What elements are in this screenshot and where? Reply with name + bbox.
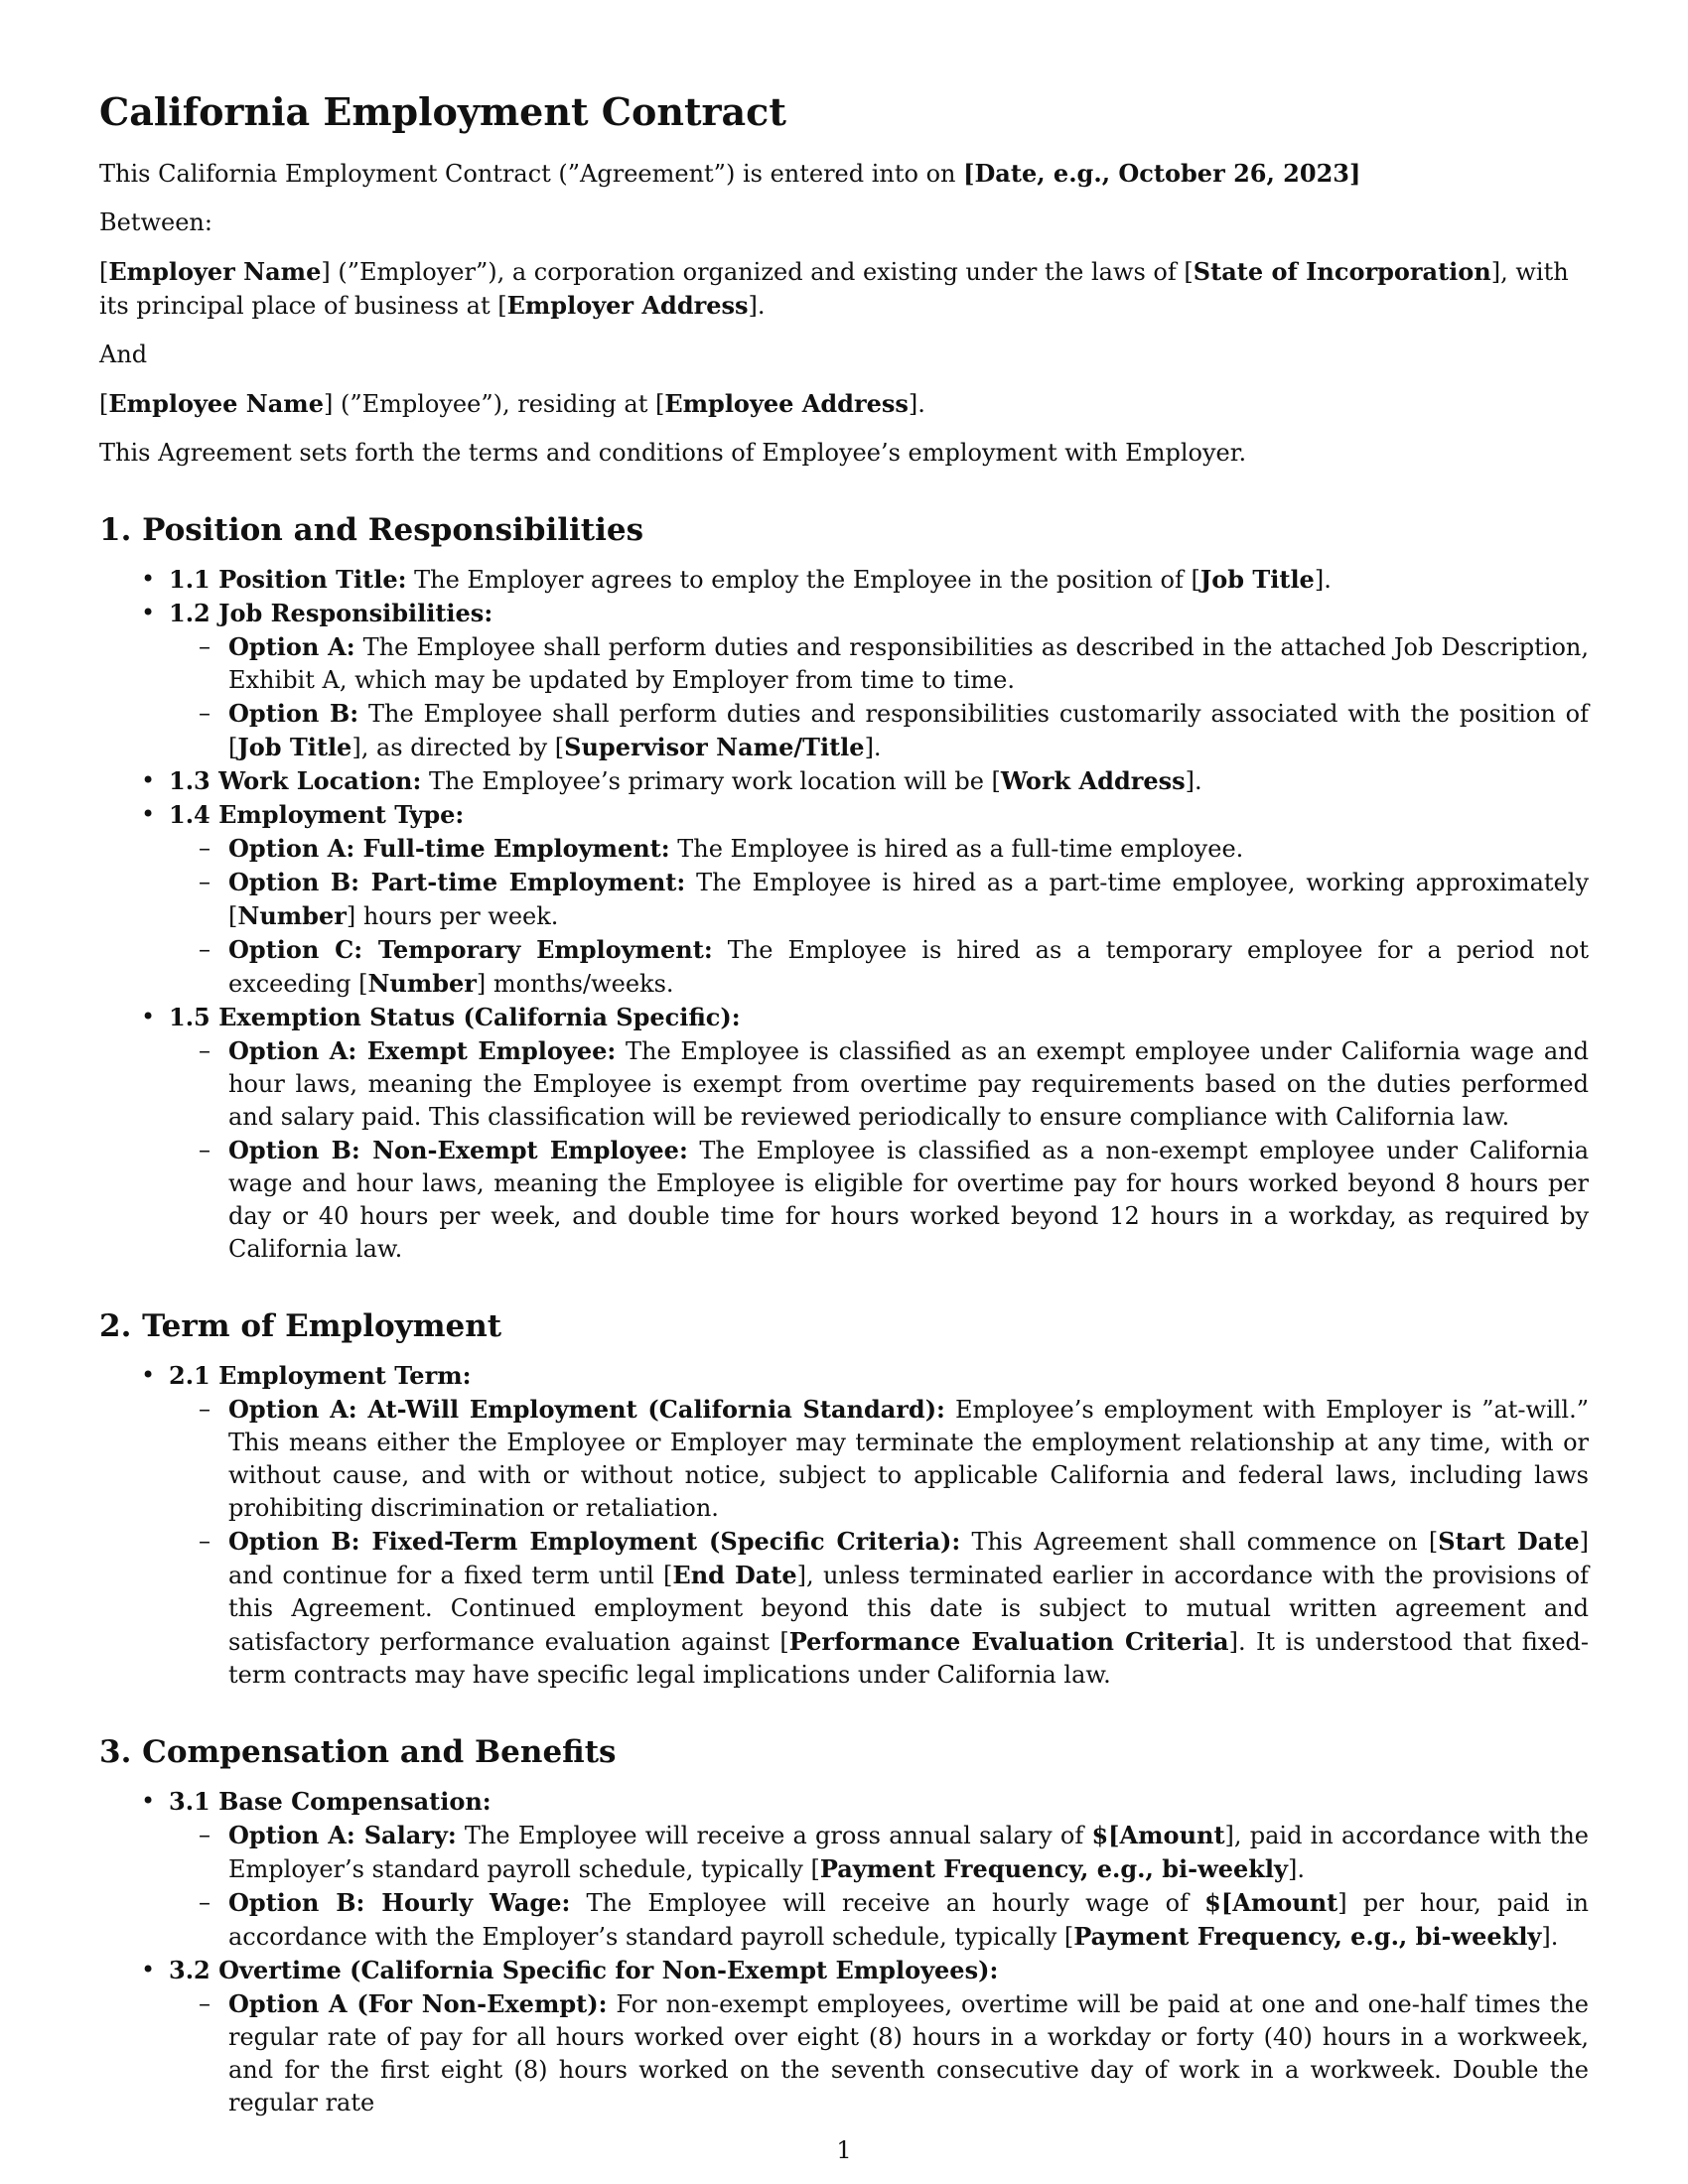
option-item (228, 1886, 1589, 1954)
list-item (169, 597, 1589, 764)
option-text: ], unless terminated earlier in accordance with the provisions of this Agreement. Continued employment beyond this date is subject to mutual written agreement and satisfactory performance evaluation against [ (228, 1562, 1590, 1656)
option-text: ]. (864, 734, 882, 761)
option-text: The Employee is classified as an exempt employee under California wage and hour laws, meaning the Employee is exempt from overtime pay requirements based on the duties performed and salary paid. This classification will be reviewed periodically to ensure compliance with California law. (228, 1037, 1589, 1131)
option-label: Option A: Exempt Employee: (228, 1036, 617, 1065)
item-label: 1.4 Employment Type: (169, 800, 465, 829)
option-label: Option B: (228, 699, 359, 728)
bracket: [ (654, 390, 665, 418)
option-item (228, 1034, 1589, 1134)
option-item (228, 933, 1589, 1001)
employer-text: , with its principal place of business at (99, 258, 1569, 320)
placeholder: $[Amount (1091, 1821, 1225, 1849)
section-3-list (99, 1785, 1589, 2119)
option-label: Option A: (228, 632, 355, 661)
option-label: Option A: Full-time Employment: (228, 834, 670, 863)
item-text: The Employee’s primary work location will be [ (421, 767, 1001, 795)
options-list (169, 1987, 1589, 2119)
option-label: Option B: Part-time Employment: (228, 868, 686, 896)
options-list (169, 1819, 1589, 1954)
option-text: ], paid in accordance with the Employer’s standard payroll schedule, typically [ (228, 1822, 1589, 1883)
placeholder: Number (237, 901, 347, 930)
option-item (228, 697, 1589, 764)
placeholder: Job Title (1199, 565, 1315, 594)
item-label: 3.1 Base Compensation: (169, 1787, 492, 1816)
placeholder: $[Amount (1204, 1888, 1338, 1917)
option-text: The Employee is classified as a non-exempt employee under California wage and hour laws, meaning the Employee is eligible for overtime pay for hours worked beyond 8 hours per day or 40 hours per week, and double time for hours worked beyond 12 hours in a workday, as required by California law. (228, 1137, 1590, 1263)
option-text: For non-exempt employees, overtime will be paid at one and one-half times the regular rate of pay for all hours worked over eight (8) hours in a workday or forty (40) hours in a workweek, and for the first eight (8) hours worked on the seventh consecutive day of work in a workweek. Double the regular rate (228, 1990, 1589, 2116)
employee-address-placeholder: Employee Address (664, 389, 909, 418)
options-list (169, 1034, 1589, 1266)
list-item (169, 563, 1589, 597)
bracket: ] (1490, 258, 1501, 286)
section-heading-position: 1. Position and Responsibilities (99, 512, 644, 548)
item-text: ]. (1185, 767, 1202, 795)
option-label: Option B: Non-Exempt Employee: (228, 1136, 688, 1164)
list-item (169, 1001, 1589, 1266)
employer-text: (”Employer”), a corporation organized and existing under the laws of (330, 258, 1185, 286)
employee-name-placeholder: Employee Name (108, 389, 324, 418)
option-text: ]. (1541, 1923, 1559, 1951)
list-item (169, 1359, 1589, 1692)
document-title: California Employment Contract (99, 89, 786, 134)
employee-paragraph (99, 387, 1589, 421)
employer-address-placeholder: Employer Address (506, 291, 749, 320)
item-text: The Employer agrees to employ the Employee in the position of [ (406, 566, 1200, 594)
option-item (228, 1987, 1589, 2119)
option-item (228, 1525, 1589, 1692)
intro-text: This California Employment Contract (”Agreement”) is entered into on (99, 160, 964, 188)
option-text: The Employee shall perform duties and responsibilities as described in the attached Job Description, Exhibit A, which may be updated by Employer from time to time. (228, 633, 1589, 694)
placeholder: End Date (672, 1561, 797, 1589)
bracket: [ (497, 292, 507, 320)
item-label: 1.3 Work Location: (169, 766, 422, 795)
item-label: 2.1 Employment Term: (169, 1361, 472, 1390)
placeholder: Job Title (237, 733, 352, 761)
option-text: The Employee is hired as a full-time employee. (669, 835, 1244, 863)
option-item (228, 630, 1589, 697)
bracket: ] (323, 390, 334, 418)
item-label: 3.2 Overtime (California Specific for Non-Exempt Employees): (169, 1956, 999, 1984)
option-label: Option C: Temporary Employment: (228, 935, 713, 964)
option-text: Employee’s employment with Employer is ”at-will.” This means either the Employee or Employer may terminate the employment relationship at any time, with or without cause, and with or without notice, subject to applicable California and federal laws, including laws prohibiting discrimination or retaliation. (228, 1396, 1589, 1522)
option-text: The Employee is hired as a temporary employee for a period not exceeding [ (228, 936, 1589, 998)
purpose-paragraph: This Agreement sets forth the terms and conditions of Employee’s employment with Employer. (99, 439, 1247, 467)
item-label: 1.5 Exemption Status (California Specific): (169, 1003, 741, 1031)
employer-name-placeholder: Employer Name (108, 257, 322, 286)
placeholder: Performance Evaluation Criteria (788, 1627, 1229, 1656)
option-label: Option A: At-Will Employment (California Standard): (228, 1395, 945, 1424)
option-text: ] per hour, paid in accordance with the Employer’s standard payroll schedule, typically [ (228, 1889, 1589, 1951)
option-text: ] months/weeks. (476, 970, 674, 998)
state-placeholder: State of Incorporation (1193, 257, 1491, 286)
list-item (169, 1785, 1589, 1954)
option-text: ]. (1287, 1855, 1305, 1883)
option-label: Option A (For Non-Exempt): (228, 1989, 608, 2018)
option-text: The Employee is hired as a part-time employee, working approximately [ (228, 869, 1590, 930)
list-item (169, 764, 1589, 798)
option-item (228, 832, 1589, 866)
bracket: [ (99, 258, 109, 286)
option-text: The Employee shall perform duties and responsibilities customarily associated with the position of [ (228, 700, 1590, 761)
date-placeholder: [Date, e.g., October 26, 2023] (963, 159, 1361, 188)
employer-paragraph (99, 255, 1589, 323)
section-heading-compensation: 3. Compensation and Benefits (99, 1734, 617, 1770)
placeholder: Number (367, 969, 477, 998)
bracket: ]. (908, 390, 925, 418)
option-text: ]. It is understood that fixed-term contracts may have specific legal implications under California law. (228, 1628, 1589, 1689)
option-text: ] hours per week. (346, 902, 559, 930)
intro-paragraph (99, 157, 1589, 191)
list-item (169, 1954, 1589, 2119)
option-label: Option B: Hourly Wage: (228, 1888, 571, 1917)
item-label: 1.2 Job Responsibilities: (169, 599, 493, 627)
option-label: Option A: Salary: (228, 1821, 457, 1849)
item-text: ]. (1314, 566, 1332, 594)
and-label: And (99, 341, 148, 368)
option-label: Option B: Fixed-Term Employment (Specific Criteria): (228, 1527, 961, 1556)
section-heading-term: 2. Term of Employment (99, 1308, 502, 1344)
option-text: ] and continue for a fixed term until [ (228, 1528, 1590, 1589)
option-item (228, 866, 1589, 933)
option-item (228, 1819, 1589, 1886)
option-text: This Agreement shall commence on [ (960, 1528, 1439, 1556)
section-2-list (99, 1359, 1589, 1692)
placeholder: Supervisor Name/Title (564, 733, 865, 761)
placeholder: Start Date (1438, 1527, 1580, 1556)
options-list (169, 630, 1589, 764)
bracket: ] (321, 258, 331, 286)
placeholder: Payment Frequency, e.g., bi-weekly (819, 1854, 1288, 1883)
bracket: [ (1184, 258, 1194, 286)
options-list (169, 832, 1589, 1001)
option-item (228, 1393, 1589, 1525)
between-label: Between: (99, 208, 212, 236)
placeholder: Payment Frequency, e.g., bi-weekly (1073, 1922, 1542, 1951)
placeholder: Work Address (1000, 766, 1186, 795)
list-item (169, 798, 1589, 1001)
option-item (228, 1134, 1589, 1266)
bracket: [ (99, 390, 109, 418)
option-text: The Employee will receive an hourly wage of (570, 1889, 1205, 1917)
page-number: 1 (836, 2136, 852, 2164)
option-text: The Employee will receive a gross annual salary of (456, 1822, 1092, 1849)
option-text: ], as directed by [ (352, 734, 565, 761)
employee-text: (”Employee”), residing at (333, 390, 655, 418)
item-label: 1.1 Position Title: (169, 565, 407, 594)
bracket: ]. (748, 292, 766, 320)
options-list (169, 1393, 1589, 1692)
section-1-list (99, 563, 1589, 1266)
